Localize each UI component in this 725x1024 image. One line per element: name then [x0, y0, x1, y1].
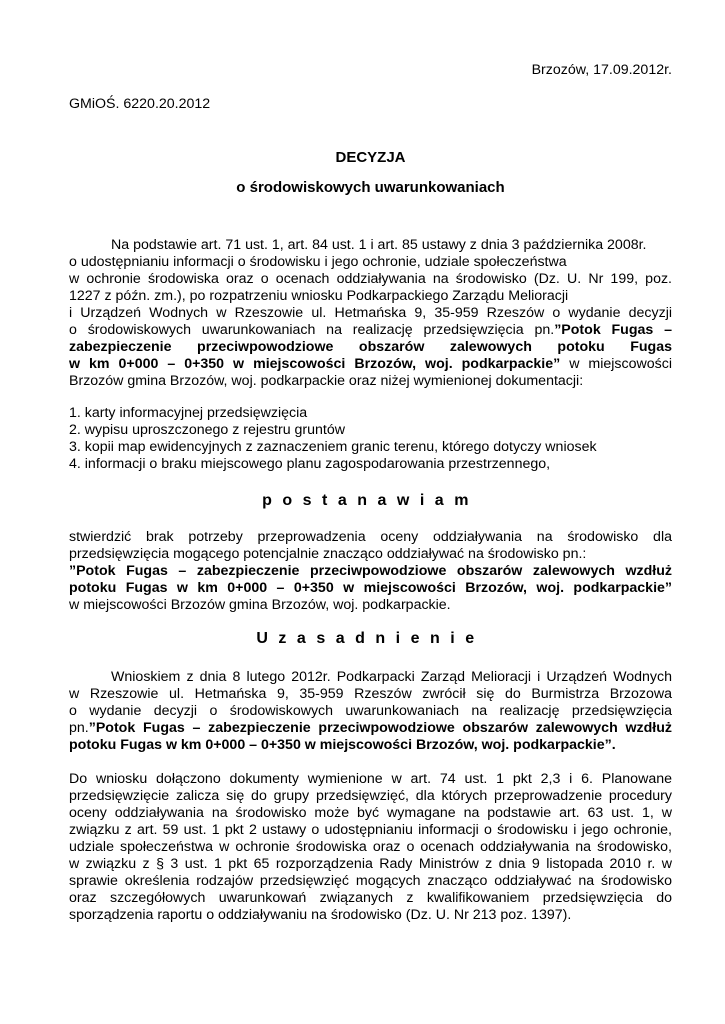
justification-line: oraz szczegółowych uwarunkowań związanych z kwalifikowaniem przedsięwzięcia do — [69, 890, 672, 906]
justification-project-bold: potoku Fugas w km 0+000 – 0+350 w miejscowości Brzozów, woj. podkarpackie”. — [69, 737, 616, 753]
justification-line: w związku z § 3 ust. 1 pkt 65 rozporządzenia Rady Ministrów z dnia 9 listopada 2010 r. w — [69, 856, 672, 872]
decision-project-bold: potoku Fugas w km 0+000 – 0+350 w miejscowości Brzozów, woj. podkarpackie” — [69, 580, 672, 596]
justification-line: sprawie określenia rodzajów przedsięwzięć mogących znacząco oddziaływać na środowisko — [69, 873, 672, 889]
decision-line: stwierdzić brak potrzeby przeprowadzenia oceny oddziaływania na środowisko dla — [69, 529, 672, 545]
justification-line: udziale społeczeństwa w ochronie środowiska oraz o ocenach oddziaływania na środowisko, — [69, 839, 672, 855]
decision-line: w miejscowości Brzozów gmina Brzozów, woj. podkarpackie. — [69, 597, 451, 613]
document-list-item: 4. informacji o braku miejscowego planu zagospodarowania przestrzennego, — [69, 456, 551, 472]
justification-line: sporządzenia raportu o oddziaływaniu na środowisko (Dz. U. Nr 213 poz. 1397). — [69, 907, 572, 923]
intro-line — [69, 356, 672, 373]
intro-text: o środowiskowych uwarunkowaniach na realizację przedsięwzięcia pn. — [69, 322, 555, 338]
intro-line: 1227 z późn. zm.), po rozpatrzeniu wniosku Podkarpackiego Zarządu Melioracji — [69, 288, 569, 304]
document-title: DECYZJA — [335, 149, 406, 166]
justification-line: w Rzeszowie ul. Hetmańska 9, 35-959 Rzeszów zwrócił się do Burmistrza Brzozowa — [69, 686, 672, 702]
justification-line — [69, 720, 672, 737]
intro-text: w miejscowości — [560, 356, 672, 372]
document-list-item: 1. karty informacyjnej przedsięwzięcia — [69, 405, 308, 421]
decision-project-bold: ”Potok Fugas – zabezpieczenie przeciwpowodziowe obszarów zalewowych wzdłuż — [69, 563, 672, 579]
document-list-item: 2. wypisu uproszczonego z rejestru gruntów — [69, 422, 346, 438]
intro-line: w ochronie środowiska oraz o ocenach oddziaływania na środowisko (Dz. U. Nr 199, poz. — [69, 271, 672, 287]
document-subtitle: o środowiskowych uwarunkowaniach — [236, 179, 505, 196]
intro-line: Na podstawie art. 71 ust. 1, art. 84 ust. 1 i art. 85 ustawy z dnia 3 października 2008r. — [111, 237, 647, 253]
intro-line: Brzozów gmina Brzozów, woj. podkarpackie oraz niżej wymienionej dokumentacji: — [69, 373, 584, 389]
intro-line — [69, 322, 672, 339]
justification-line: Do wniosku dołączono dokumenty wymienione w art. 74 ust. 1 pkt 2,3 i 6. Planowane — [69, 771, 672, 787]
reference-number: GMiOŚ. 6220.20.2012 — [69, 96, 211, 112]
decision-heading: postanawiam — [262, 492, 479, 509]
justification-project-bold: ”Potok Fugas – zabezpieczenie przeciwpowodziowe obszarów zalewowych wzdłuż — [88, 720, 672, 736]
intro-line: i Urządzeń Wodnych w Rzeszowie ul. Hetmańska 9, 35-959 Rzeszów o wydanie decyzji — [69, 305, 672, 321]
document-list-item: 3. kopii map ewidencyjnych z zaznaczeniem granic terenu, którego dotyczy wniosek — [69, 439, 597, 455]
justification-line: oceny oddziaływania na środowisko może być wymagane na podstawie art. 63 ust. 1, w — [69, 805, 672, 821]
justification-line: przedsięwzięcie zalicza się do grupy przedsięwzięć, dla których przeprowadzenie procedury — [69, 788, 672, 804]
justification-text: pn. — [69, 720, 89, 736]
project-name-bold: zabezpieczenie przeciwpowodziowe obszarów zalewowych potoku Fugas — [69, 339, 672, 355]
justification-heading: Uzasadnienie — [256, 630, 485, 647]
decision-line: przedsięwzięcia mogącego potencjalnie znacząco oddziaływać na środowisko pn.: — [69, 546, 587, 562]
justification-line: o wydanie decyzji o środowiskowych uwarunkowaniach na realizację przedsięwzięcia — [69, 703, 672, 719]
place-date: Brzozów, 17.09.2012r. — [531, 62, 672, 78]
project-name-bold: ”Potok Fugas – — [554, 322, 672, 338]
justification-line: Wnioskiem z dnia 8 lutego 2012r. Podkarpacki Zarząd Melioracji i Urządzeń Wodnych — [111, 669, 672, 685]
justification-line: związku z art. 59 ust. 1 pkt 2 ustawy o udostępnianiu informacji o środowisku i jego ochronie, — [69, 822, 672, 838]
intro-line: o udostępnianiu informacji o środowisku i jego ochronie, udziale społeczeństwa — [69, 254, 567, 270]
project-name-bold: w km 0+000 – 0+350 w miejscowości Brzozów, woj. podkarpackie” — [69, 356, 561, 372]
